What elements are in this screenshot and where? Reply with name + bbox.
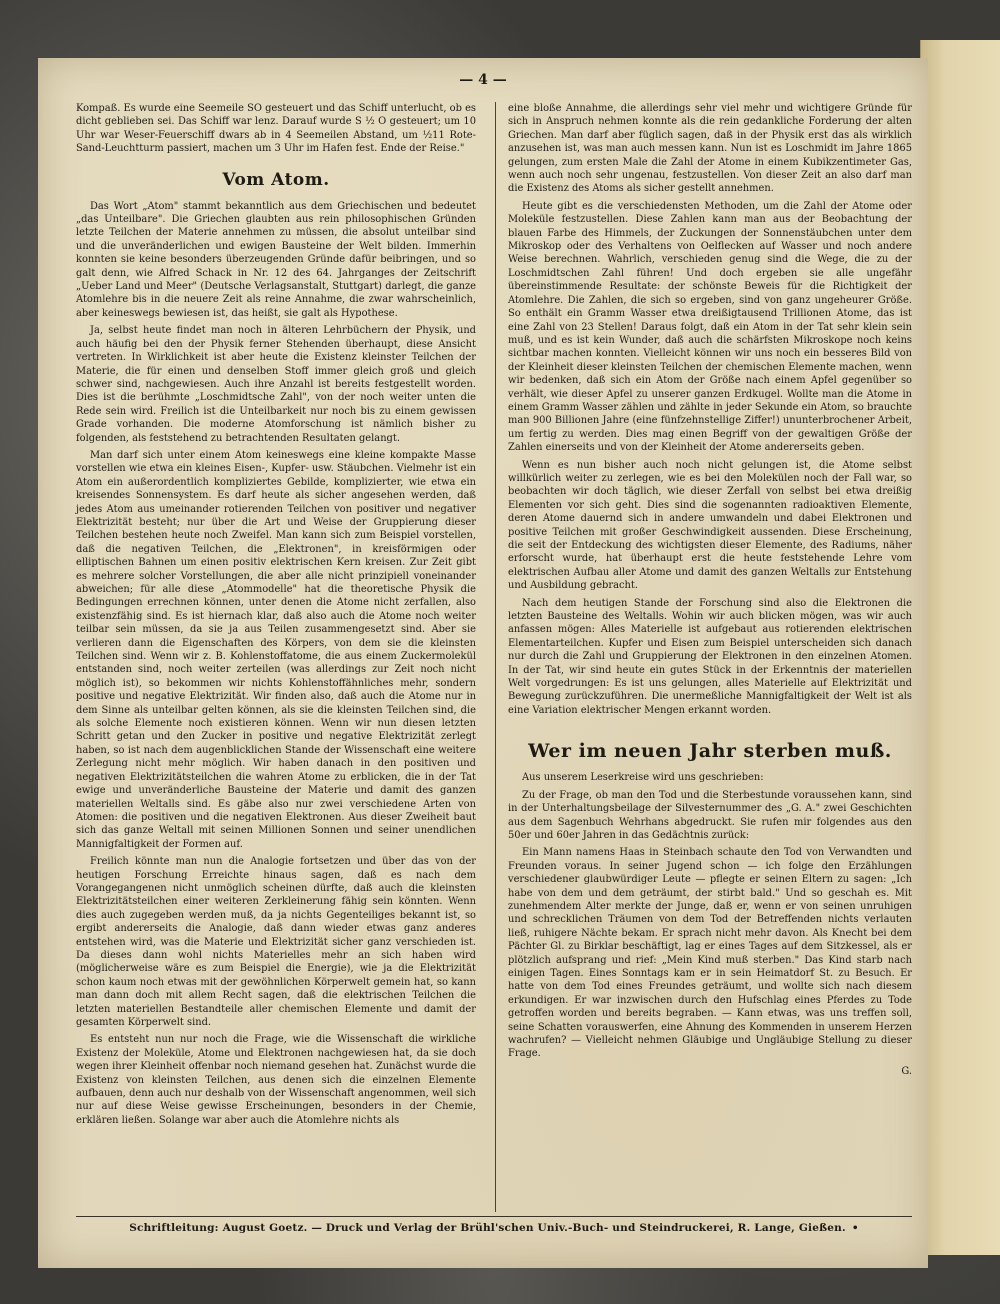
- left-column: [76, 102, 476, 1131]
- back-page-edge: [920, 40, 1000, 1255]
- right-column: [508, 102, 912, 1078]
- article-paragraph: Freilich könnte man nun die Analogie fortsetzen und über das von der heutigen Forschung Erreichte hinaus sagen, daß es nach dem Vorangegangenen nicht unmöglich scheinen dürfte, daß auch die kleinsten Elektrizitätsteilchen einer weiteren Zerkleinerung fähig sein könnten. Wenn dies auch zugegeben werden muß, da ja nichts Gegenteiliges bekannt ist, so ergibt andererseits die Analogie, daß dann wieder etwas ganz anderes entstehen wird, was die Materie und Elektrizität sicher ganz verschieden ist. Da dieses dann wohl nichts Materielles mehr an sich haben wird (möglicherweise wäre es zum Beispiel die Energie), wie ja die Elektrizität schon kaum noch etwas mit der gewöhnlichen Körperwelt gemein hat, so kann man dann doch mit allem Recht sagen, daß die elektrischen Teilchen die letzten materiellen Bestandteile aller chemischen Elemente und damit der gesamten Körperwelt sind.: [76, 856, 476, 1028]
- story-paragraph: Aus unserem Leserkreise wird uns geschrieben:: [522, 772, 764, 784]
- article-paragraph: Das Wort „Atom" stammt bekanntlich aus dem Griechischen und bedeutet „das Unteilbare". Die Griechen glaubten aus rein philosophischen Gründen letzte Teilchen der Materie annehmen zu müssen, die absolut unteilbar sind und die unveränderlichen und ewigen Bausteine der Welt bilden. Immerhin konnten sie keine besonders überzeugenden Gründe dafür beibringen, und so galt denn, wie Alfred Schack in Nr. 12 des 64. Jahrganges der Zeitschrift „Ueber Land und Meer" (Deutsche Verlagsanstalt, Stuttgart) darlegt, die ganze Atomlehre bis in die neuere Zeit als reine Annahme, die zwar wahrscheinlich, aber keineswegs bewiesen ist, das heißt, sie galt als Hypothese.: [76, 200, 476, 319]
- article-heading-death: Wer im neuen Jahr sterben muß.: [528, 740, 892, 763]
- article-paragraph: Wenn es nun bisher auch noch nicht gelungen ist, die Atome selbst willkürlich weiter zu zerlegen, wie es bei den Molekülen noch der Fall war, so beobachten wir doch täglich, wie dieser Zerfall von selbst bei etwa dreißig Elementen vor sich geht. Dies sind die sogenannten radioaktiven Elemente, deren Atome dauernd sich in andere umwandeln und dabei Elektronen und positive Teilchen mit großer Geschwindigkeit aussenden. Diese Erscheinung, die seit der Entdeckung des wichtigsten dieser Elemente, des Radiums, näher erforscht wurde, hat überhaupt erst die heute feststehende Lehre vom elektrischen Aufbau aller Atome und damit des ganzen Weltalls zur Entstehung und Ausbildung gebracht.: [508, 459, 912, 592]
- article-paragraph: Nach dem heutigen Stande der Forschung sind also die Elektronen die letzten Bausteine des Weltalls. Wohin wir auch blicken mögen, was wir auch anfassen mögen: Alles Materielle ist aufgebaut aus rotierenden elektrischen Elementarteilchen. Kupfer und Eisen zum Beispiel unterscheiden sich danach nur durch die Zahl und Gruppierung der Elektronen in den einzelnen Atomen. In der Tat, wir sind heute ein gutes Stück in der Erkenntnis der materiellen Welt vorgedrungen: Es ist uns gelungen, alles Materielle auf Elektrizität und Bewegung zurückzuführen. Die unermeßliche Mannigfaltigkeit der Welt ist als eine Variation elektrischer Mengen erkannt worden.: [508, 597, 912, 716]
- imprint-text: Schriftleitung: August Goetz. — Druck und Verlag der Brühl'schen Univ.-Buch- und Steindruckerei, R. Lange, Gießen.: [129, 1222, 846, 1234]
- story-paragraph: Zu der Frage, ob man den Tod und die Sterbestunde voraussehen kann, sind in der Unterhaltungsbeilage der Silvesternummer des „G. A." zwei Geschichten aus dem Sagenbuch Wehrhans abgedruckt. Sie rufen mir folgendes aus den 50er und 60er Jahren in das Gedächtnis zurück:: [508, 789, 912, 841]
- article-paragraph: Heute gibt es die verschiedensten Methoden, um die Zahl der Atome oder Moleküle festzustellen. Diese Zahlen kann man aus der Beobachtung der blauen Farbe des Himmels, der Zuckungen der Sonnenstäubchen unter dem Mikroskop oder des Verhaltens von Oelflecken auf Wasser und noch andere Weise berechnen. Wahrlich, verschieden genug sind die Wege, die zu der Loschmidtschen Zahl führen! Und doch ergeben sie alle ungefähr übereinstimmende Resultate: der schönste Beweis für die Richtigkeit der Atomlehre. Die Zahlen, die sich so ergeben, sind von ganz ungeheurer Größe. So enthält ein Gramm Wasser etwa dreißigtausend Trillionen Atome, das ist eine Zahl von 23 Stellen! Daraus folgt, daß ein Atom in der Tat sehr klein sein muß, und es ist kein Wunder, daß auch die schärfsten Mikroskope noch keins sichtbar machen konnten. Vielleicht können wir uns noch ein besseres Bild von der Kleinheit dieser kleinsten Teilchen der chemischen Elemente machen, wenn wir bedenken, daß sich ein Atom der Größe nach einem Apfel gegenüber so verhält, wie dieser Apfel zu unserer ganzen Erdkugel. Wollte man die Atome in einem Gramm Wasser zählen und zählte in jeder Sekunde ein Atom, so brauchte man 900 Billionen Jahre (eine fünfzehnstellige Ziffer!) ununterbrochener Arbeit, um fertig zu werden. Dies mag einen Begriff von der gewaltigen Größe der Zahlen einerseits und von der Kleinheit der Atome andererseits geben.: [508, 200, 912, 454]
- article-paragraph: Es entsteht nun nur noch die Frage, wie die Wissenschaft die wirkliche Existenz der Moleküle, Atome und Elektronen nachgewiesen hat, da sie doch wegen ihrer Kleinheit offenbar noch niemand gesehen hat. Zunächst wurde die Existenz von kleinsten Teilchen, aus denen sich die einzelnen Elemente aufbauen, denn auch nur deshalb von der Wissenschaft angenommen, weil sich nur auf diese Weise gewisse Erscheinungen, besonders in der Chemie, erklären ließen. Solange war aber auch die Atomlehre nichts als: [76, 1034, 476, 1126]
- article-paragraph: Ja, selbst heute findet man noch in älteren Lehrbüchern der Physik, und auch häufig bei den der Physik ferner Stehenden überhaupt, diese Ansicht vertreten. In Wirklichkeit ist aber heute die Existenz kleinster Teilchen der Materie, die für einen und denselben Stoff immer gleich groß und gleich schwer sind, nachgewiesen. Auch ihre Anzahl ist bereits festgestellt worden. Dies ist die berühmte „Loschmidtsche Zahl", von der noch weiter unten die Rede sein wird. Freilich ist die Unteilbarkeit nur noch bis zu einem gewissen Grade vorhanden. Die moderne Atomforschung ist nämlich bisher zu folgenden, als feststehend zu betrachtenden Resultaten gelangt.: [76, 325, 476, 444]
- article-paragraph: Man darf sich unter einem Atom keineswegs eine kleine kompakte Masse vorstellen wie etwa ein kleines Eisen-, Kupfer- usw. Stäubchen. Vielmehr ist ein Atom ein außerordentlich kompliziertes Gebilde, komplizierter, wie etwa ein kreisendes Sonnensystem. Es darf heute als sicher angesehen werden, daß jedes Atom aus umeinander rotierenden Teilchen von positiver und negativer Elektrizität besteht; nur über die Art und Weise der Gruppierung dieser Teilchen bestehen heute noch Zweifel. Man kann sich zum Beispiel vorstellen, daß die negativen Teilchen, die „Elektronen", in kreisförmigen oder elliptischen Bahnen um einen positiv elektrischen Kern kreisen. Zur Zeit gibt es mehrere solcher Vorstellungen, die aber alle nicht prinzipiell voneinander abweichen; für alle diese „Atommodelle" hat die theoretische Physik die Bedingungen errechnen können, unter denen die Atome nicht zerfallen, also existenzfähig sind. Es ist hiernach klar, daß also auch die Atome noch weiter teilbar sein müssen, da sie ja aus Teilen zusammengesetzt sind. Aber sie verlieren dann die Eigenschaften des Körpers, von dem sie die kleinsten Teilchen sind. Wenn wir z. B. Kohlenstoffatome, die aus einem Zuckermolekül entstanden sind, noch weiter zerteilen (was allerdings zur Zeit noch nicht möglich ist), so bekommen wir nichts Kohlenstoffähnliches mehr, sondern positive und negative Elektrizität. Wir finden also, daß auch die Atome nur in dem Sinne als unteilbar gelten können, als sie die kleinsten Teilchen sind, die als solche Elemente noch existieren können. Wenn wir nun diesen letzten Schritt getan und den Zucker in positive und negative Elektrizität zerlegt haben, so ist nach dem augenblicklichen Stande der Wissenschaft eine weitere Zerlegung nicht mehr möglich. Wir haben danach in den positiven und negativen Elektrizitätsteilchen die wahren Atome zu erblicken, die in der Tat ewige und unveränderliche Bausteine der Materie und damit des ganzen materiellen Weltalls sind. Es gäbe also nur zwei verschiedene Arten von Atomen: die positiven und die negativen Elektronen. Aus dieser Zweiheit baut sich das ganze Weltall mit seinen Millionen Sonnen und seiner unendlichen Mannigfaltigkeit der Formen auf.: [76, 449, 476, 850]
- intro-paragraph: Kompaß. Es wurde eine Seemeile SO gesteuert und das Schiff unterlucht, ob es dicht geblieben sei. Das Schiff war lenz. Darauf wurde S ½ O gesteuert; um 10 Uhr war Weser-Feuerschiff dwars ab in 4 Seemeilen Abstand, um ½11 Rote-Sand-Leuchtturm passiert, machen um 3 Uhr im Hafen fest. Ende der Reise.": [76, 103, 476, 155]
- column-divider: [495, 102, 496, 1212]
- footer-rule: [76, 1216, 912, 1217]
- newspaper-page: [38, 58, 928, 1268]
- article-paragraph: eine bloße Annahme, die allerdings sehr viel mehr und wichtigere Gründe für sich in Anspruch nehmen konnte als die rein gedankliche Forderung der alten Griechen. Man darf aber füglich sagen, daß in der Physik erst das als wirklich anzusehen ist, was man auch messen kann. Nun ist es Loschmidt im Jahre 1865 gelungen, zum ersten Male die Zahl der Atome in einem Kubikzentimeter Gas, wenn auch noch sehr ungenau, festzustellen. Von dieser Zeit an also darf man die Existenz des Atoms als sicher gestellt annehmen.: [508, 103, 912, 195]
- article-heading-atom: Vom Atom.: [222, 169, 330, 190]
- signature: G.: [901, 1065, 912, 1077]
- imprint-footer: [76, 1222, 912, 1234]
- page-number: — 4 —: [459, 72, 507, 88]
- story-paragraph: Ein Mann namens Haas in Steinbach schaute den Tod von Verwandten und Freunden voraus. In seiner Jugend schon — ich folge den Erzählungen verschiedener glaubwürdiger Leute — pflegte er seinen Eltern zu sagen: „Ich habe von dem und dem geträumt, der stirbt bald." Und so geschah es. Mit zunehmendem Alter merkte der Junge, daß er, wenn er von seinen unruhigen und schrecklichen Träumen von dem Tod der Betreffenden nichts verlauten ließ, ruhigere Nächte bekam. Er sprach nicht mehr davon. Als Knecht bei dem Pächter Gl. zu Birklar beschäftigt, lag er eines Tages auf dem Sitzkessel, als er plötzlich aufsprang und rief: „Mein Kind muß sterben." Das Kind starb nach einigen Tagen. Eines Sonntags kam er in sein Heimatdorf St. zu Besuch. Er hatte von dem Tod eines Freundes geträumt, und wollte sich nach diesem erkundigen. Er war inzwischen durch den Hufschlag eines Pferdes zu Tode getroffen worden und bereits begraben. — Kann etwas, was uns treffen soll, seine Schatten vorauswerfen, eine Ahnung des Kommenden in unserem Herzen wachrufen? — Vielleicht nehmen Gläubige und Ungläubige Stellung zu dieser Frage.: [508, 847, 912, 1060]
- footer-mark: •: [851, 1222, 859, 1234]
